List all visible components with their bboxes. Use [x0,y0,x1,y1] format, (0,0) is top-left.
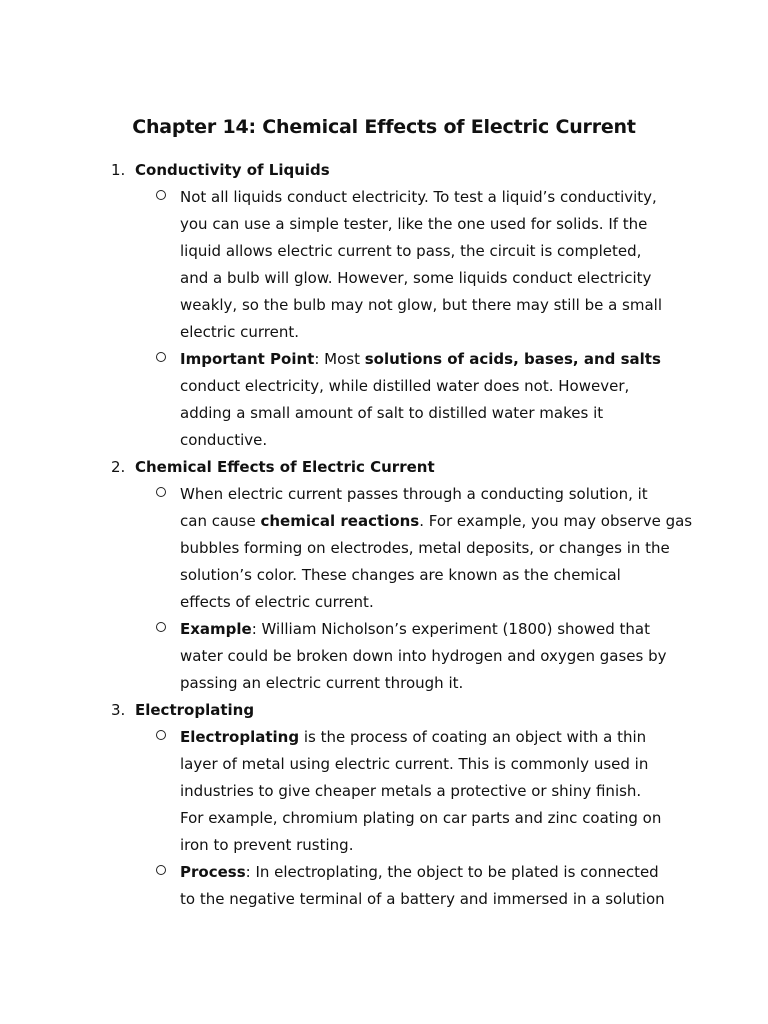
text-run: For example, chromium plating on car parts and zinc coating on [180,809,662,827]
text-line [180,346,661,373]
text-run: industries to give cheaper metals a protective or shiny finish. [180,782,642,800]
text-line [180,508,692,535]
text-run: you can use a simple tester, like the one used for solids. If the [180,215,648,233]
text-line [180,373,629,400]
hollow-bullet-icon [156,730,166,740]
text-line [180,616,650,643]
text-line [180,238,641,265]
section-number: 2. [111,458,126,476]
text-line [180,751,648,778]
text-line [180,778,641,805]
hollow-bullet-icon [156,352,166,362]
section-title: Electroplating [135,701,255,719]
text-run: conductive. [180,431,268,449]
text-run: effects of electric current. [180,593,374,611]
bold-term: chemical reactions [260,512,420,530]
text-run: and a bulb will glow. However, some liquids conduct electricity [180,269,652,287]
text-run: solution’s color. These changes are known as the chemical [180,566,621,584]
text-line [180,589,374,616]
hollow-bullet-icon [156,622,166,632]
text-line [180,319,299,346]
text-run: adding a small amount of salt to distilled water makes it [180,404,604,422]
text-run: passing an electric current through it. [180,674,464,692]
bold-term: Process [180,863,246,881]
section-title: Conductivity of Liquids [135,161,330,179]
bold-term: solutions of acids, bases, and salts [364,350,661,368]
text-run: layer of metal using electric current. This is commonly used in [180,755,649,773]
text-run: . For example, you may observe gas [419,512,693,530]
text-line [180,211,647,238]
text-line [180,832,353,859]
section-number: 3. [111,701,126,719]
bold-term: Important Point [180,350,315,368]
text-run: conduct electricity, while distilled water does not. However, [180,377,630,395]
text-run: is the process of coating an object with a thin [299,728,647,746]
hollow-bullet-icon [156,487,166,497]
text-line [180,805,661,832]
text-run: : Most [314,350,365,368]
text-line [180,562,621,589]
text-run: electric current. [180,323,299,341]
text-line [180,724,646,751]
text-line [180,886,665,913]
text-line [180,265,651,292]
text-run: : William Nicholson’s experiment (1800) showed that [251,620,650,638]
section-number: 1. [111,161,126,179]
text-line [180,292,662,319]
text-run: water could be broken down into hydrogen and oxygen gases by [180,647,667,665]
page-title: Chapter 14: Chemical Effects of Electric Current [132,116,636,138]
text-line [180,643,667,670]
text-run: can cause [180,512,261,530]
text-run: liquid allows electric current to pass, the circuit is completed, [180,242,642,260]
text-run: bubbles forming on electrodes, metal deposits, or changes in the [180,539,670,557]
hollow-bullet-icon [156,865,166,875]
hollow-bullet-icon [156,190,166,200]
text-line [180,427,267,454]
bold-term: Electroplating [180,728,300,746]
bold-term: Example [180,620,252,638]
section-title: Chemical Effects of Electric Current [135,458,435,476]
text-line [180,670,463,697]
text-run: iron to prevent rusting. [180,836,354,854]
text-line [180,400,603,427]
text-run: Not all liquids conduct electricity. To test a liquid’s conductivity, [180,188,657,206]
text-line [180,184,657,211]
text-line [180,859,659,886]
text-line [180,481,648,508]
text-line [180,535,670,562]
text-run: When electric current passes through a conducting solution, it [180,485,648,503]
text-run: : In electroplating, the object to be plated is connected [245,863,659,881]
text-run: to the negative terminal of a battery and immersed in a solution [180,890,665,908]
text-run: weakly, so the bulb may not glow, but there may still be a small [180,296,663,314]
